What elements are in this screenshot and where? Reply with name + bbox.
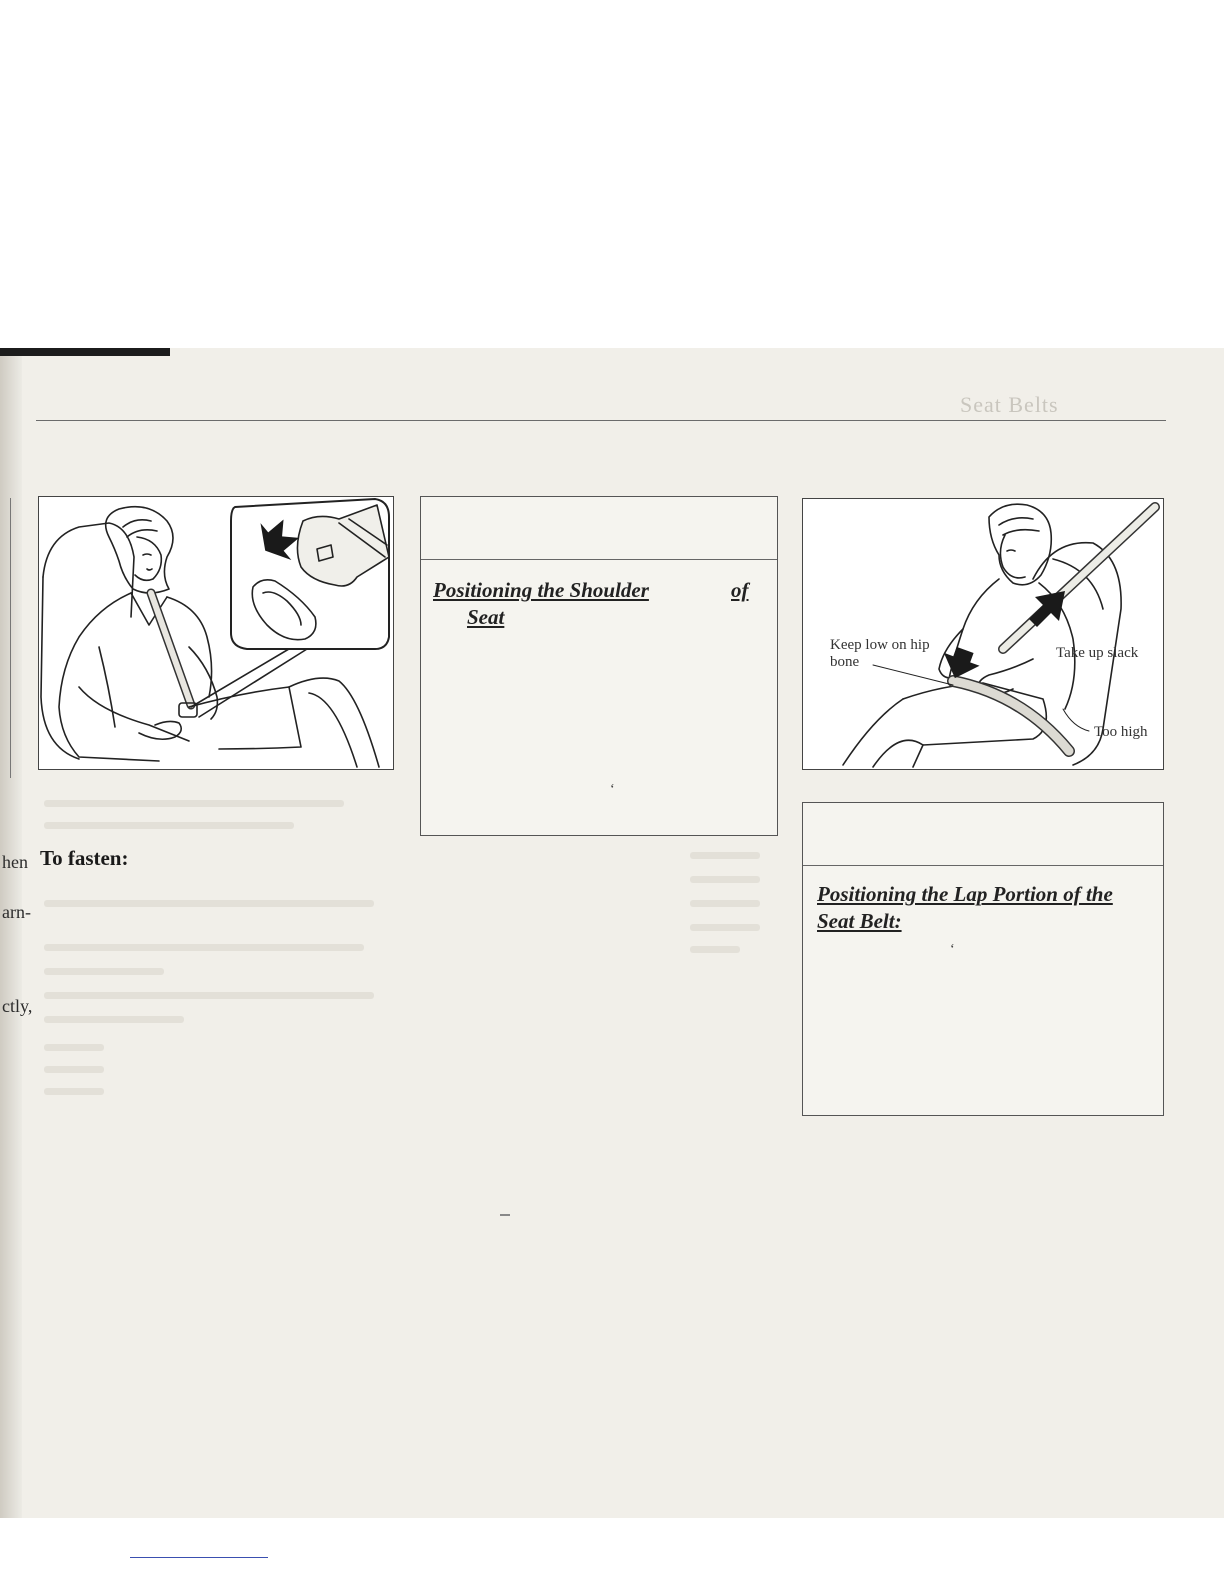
scan-edge — [0, 348, 170, 356]
header-rule — [36, 420, 1166, 421]
stray-mark: ‘ — [950, 942, 955, 957]
facing-page-fragment: ctly, — [2, 996, 33, 1016]
running-header: Seat Belts — [960, 392, 1059, 417]
shoulder-warning-box — [420, 496, 778, 836]
page-mark — [500, 1214, 510, 1216]
facing-page-rule — [10, 498, 11, 778]
warning-header — [421, 497, 777, 560]
lap-warning-box — [802, 802, 1164, 1116]
lap-title-line2: Seat Belt: — [817, 909, 902, 933]
label-too-high: Too high — [1094, 724, 1148, 740]
label-keep-low: Keep low on hip bone — [830, 637, 930, 670]
page-gutter-shadow — [0, 356, 22, 1518]
warning-header — [803, 803, 1163, 866]
arrow-up-right-icon — [1029, 591, 1065, 627]
label-take-up-slack: Take up slack — [1056, 645, 1139, 661]
stray-mark: ‘ — [610, 782, 615, 797]
to-fasten-heading: To fasten: — [40, 846, 129, 870]
shoulder-title-line1: Positioning the Shoulder — [433, 578, 649, 602]
facing-page-fragment: arn- — [2, 902, 31, 922]
fasten-illustration — [38, 496, 394, 770]
bottom-rule — [130, 1557, 268, 1558]
lap-title-line1: Positioning the Lap Portion of the — [817, 882, 1113, 906]
shoulder-title-line2: Seat — [467, 605, 505, 629]
shoulder-title-tail: of — [731, 578, 749, 602]
facing-page-fragment: hen — [2, 852, 28, 872]
